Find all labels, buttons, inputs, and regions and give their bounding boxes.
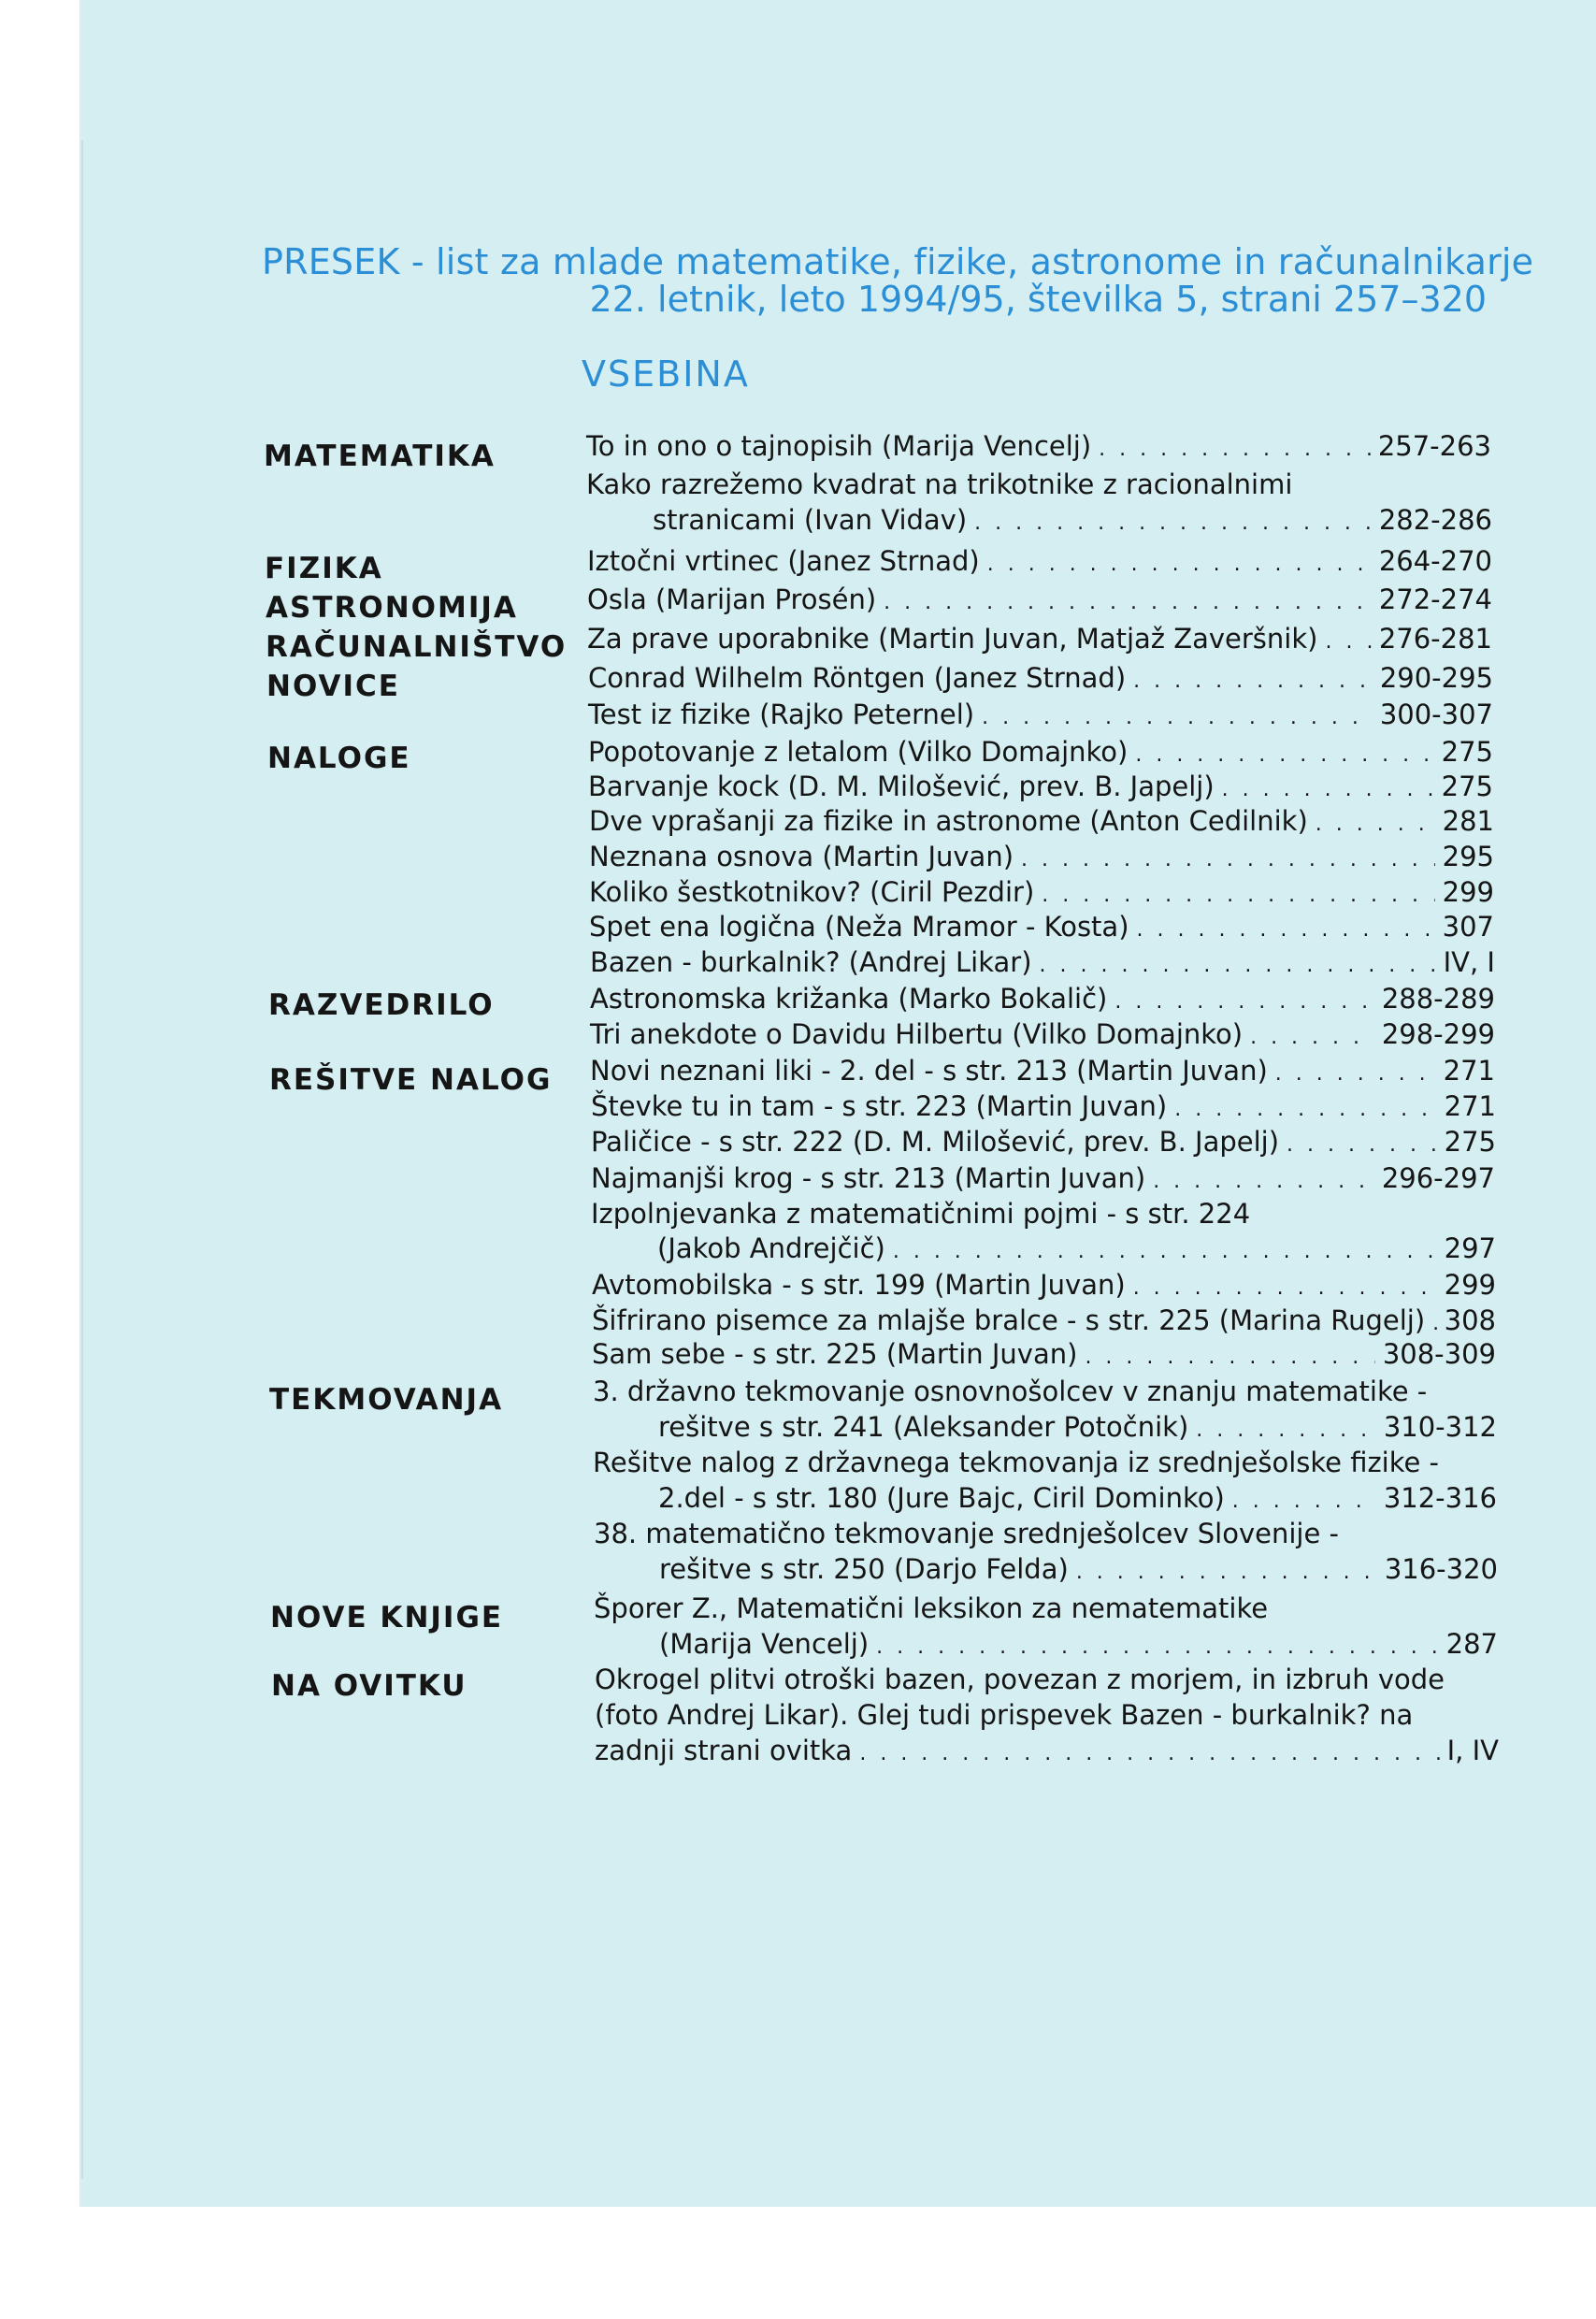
toc-entry [592,1338,1496,1374]
entry-title: 38. matematično tekmovanje srednješolcev Slovenije - [594,1518,1339,1549]
entry-title: zadnji strani ovitka [595,1735,853,1766]
category-heading: NOVE KNJIGE [270,1601,504,1635]
toc-entry [593,1376,1427,1411]
toc-entry [586,430,1491,466]
entry-title: Paličice - s str. 222 (D. M. Milošević, prev. B. Japelj) [591,1126,1280,1158]
leader-dots [1222,778,1434,801]
leader-dots [1135,743,1433,767]
toc-entry [587,545,1492,581]
category-heading: NA OVITKU [271,1669,467,1703]
page-numbers: 310-312 [1383,1411,1497,1443]
toc-entry [589,805,1494,841]
toc-entry [590,1018,1495,1054]
toc-entry [593,1447,1439,1482]
entry-title: Za prave uporabnike (Martin Juvan, Matjaž Zaveršnik) [587,623,1318,655]
entry-title: Avtomobilska - s str. 199 (Martin Juvan) [592,1269,1126,1301]
leader-dots [987,553,1372,576]
category-heading: TEKMOVANJA [269,1383,504,1417]
leader-dots [859,1742,1439,1765]
page-numbers: 282-286 [1378,504,1492,536]
page-numbers: 300-307 [1379,699,1493,730]
entry-title: Okrogel plitvi otroški bazen, povezan z morjem, in izbruh vode [595,1664,1445,1695]
entry-title: Števke tu in tam - s str. 223 (Martin Juvan) [591,1090,1168,1122]
leader-dots [1021,848,1435,871]
category-heading: RAZVEDRILO [268,988,495,1022]
entry-title: Osla (Marijan Prosén) [587,583,877,615]
page-numbers: 296-297 [1381,1162,1495,1194]
entry-title: Novi neznani liki - 2. del - s str. 213 (Martin Juvan) [590,1055,1268,1087]
page-numbers: 299 [1444,1269,1496,1301]
page-numbers: 276-281 [1378,623,1492,655]
category-heading: MATEMATIKA [264,439,496,473]
leader-dots [1137,918,1435,942]
leader-dots [1114,990,1373,1014]
entry-title: Spet ena logična (Neža Mramor - Kosta) [589,911,1129,943]
page-numbers: 287 [1445,1628,1498,1660]
entry-title: Koliko šestkotnikov? (Ciril Pezdir) [589,876,1035,908]
toc-entry [586,468,1292,504]
leader-dots [1232,1490,1376,1513]
leader-dots [1250,1026,1374,1049]
toc-entry [591,1198,1250,1233]
leader-dots [1287,1133,1437,1157]
entry-title: (Marija Vencelj) [659,1628,870,1660]
category-heading: NOVICE [266,670,400,703]
toc-entry [589,841,1494,876]
page-numbers: 275 [1441,771,1493,802]
entry-title: (Jakob Andrejčič) [657,1232,885,1264]
leader-dots [884,591,1372,614]
leader-dots [876,1635,1438,1659]
page-numbers: 308-309 [1382,1338,1496,1370]
toc-entry [658,1411,1497,1447]
journal-title: PRESEK - list za mlade matematike, fizike, astronome in računalnikarje [262,241,1534,282]
toc-entry [594,1518,1339,1553]
toc-entry [588,736,1493,771]
entry-title: Šporer Z., Matematični leksikon za nematematike [594,1592,1269,1624]
page-numbers: 316-320 [1384,1553,1498,1585]
entry-title: Šifrirano pisemce za mlajše bralce - s str. 225 (Marina Rugelj) [592,1304,1426,1336]
page-numbers: 298-299 [1381,1018,1495,1050]
leader-dots [1099,438,1371,461]
entry-title: Rešitve nalog z državnega tekmovanja iz srednješolske fizike - [593,1447,1440,1478]
page-numbers: 299 [1442,876,1494,908]
toc-entry [591,1162,1495,1198]
toc-entry [587,623,1492,658]
entry-title: Test iz fizike (Rajko Peternel) [588,699,975,730]
page-numbers: 307 [1442,911,1494,943]
page-numbers: IV, I [1443,946,1495,978]
toc-entry [657,1232,1496,1268]
toc-entry [595,1735,1499,1770]
page-numbers: 312-316 [1383,1482,1497,1514]
entry-title: Sam sebe - s str. 225 (Martin Juvan) [592,1338,1078,1370]
leader-dots [893,1240,1437,1263]
contents-heading: VSEBINA [582,353,750,395]
entry-title: Neznana osnova (Martin Juvan) [589,841,1014,872]
page-numbers: 271 [1443,1055,1495,1087]
leader-dots [1432,1312,1436,1335]
toc-entry [591,1090,1496,1126]
leader-dots [1174,1098,1436,1121]
toc-entry [590,1055,1495,1090]
leader-dots [1325,630,1371,654]
toc-entry [595,1699,1413,1735]
page-numbers: 295 [1442,841,1494,872]
category-heading: REŠITVE NALOG [269,1063,553,1097]
entry-title: Kako razrežemo kvadrat na trikotnike z racionalnimi [586,468,1293,500]
toc-entry [591,1126,1496,1161]
toc-entry [592,1269,1496,1304]
toc-entry [659,1628,1498,1664]
leader-dots [1316,813,1435,836]
leader-dots [1133,1276,1437,1300]
toc-entry [589,876,1494,912]
toc-entry [594,1592,1268,1628]
page-numbers: 264-270 [1378,545,1492,577]
entry-title: rešitve s str. 250 (Darjo Felda) [659,1553,1069,1585]
entry-title: Dve vprašanji za fizike in astronome (Anton Cedilnik) [589,805,1308,837]
entry-title: Najmanjši krog - s str. 213 (Martin Juvan) [591,1162,1146,1194]
entry-title: (foto Andrej Likar). Glej tudi prispevek Bazen - burkalnik? na [595,1699,1414,1731]
toc-entry [590,946,1495,982]
toc-entry [588,662,1493,698]
category-heading: RAČUNALNIŠTVO [266,630,568,664]
entry-title: stranicami (Ivan Vidav) [653,504,968,536]
entry-title: Tri anekdote o Davidu Hilbertu (Vilko Domajnko) [590,1018,1244,1050]
entry-title: Bazen - burkalnik? (Andrej Likar) [590,946,1032,978]
entry-title: To in ono o tajnopisih (Marija Vencelj) [586,430,1092,462]
entry-title: Barvanje kock (D. M. Milošević, prev. B. Japelj) [588,771,1215,802]
entry-title: Iztočni vrtinec (Janez Strnad) [587,545,980,577]
entry-title: 2.del - s str. 180 (Jure Bajc, Ciril Dominko) [658,1482,1225,1514]
page-numbers: 275 [1444,1126,1496,1158]
page-numbers: 275 [1441,736,1493,768]
page-numbers: 290-295 [1379,662,1493,694]
entry-title: Izpolnjevanka z matematičnimi pojmi - s str. 224 [591,1198,1251,1230]
page-numbers: 257-263 [1377,430,1491,462]
toc-entry [587,583,1492,619]
leader-dots [1085,1346,1374,1369]
entry-title: Astronomska križanka (Marko Bokalič) [590,983,1108,1015]
scan-edge-line [81,140,83,2179]
leader-dots [1153,1170,1374,1193]
leader-dots [1040,954,1436,977]
page-numbers: 297 [1444,1232,1496,1264]
issue-info: 22. letnik, leto 1994/95, številka 5, strani 257–320 [589,279,1487,320]
category-heading: NALOGE [267,742,411,775]
leader-dots [1275,1062,1436,1086]
page-numbers: 271 [1444,1090,1496,1122]
leader-dots [974,511,1372,535]
leader-dots [1076,1561,1377,1584]
leader-dots [1196,1419,1376,1442]
toc-entry [588,699,1493,734]
toc-entry [658,1482,1497,1518]
toc-entry [592,1304,1496,1340]
page-numbers: 281 [1442,805,1494,837]
toc-entry [659,1553,1498,1589]
entry-title: rešitve s str. 241 (Aleksander Potočnik) [658,1411,1189,1443]
leader-dots [1133,670,1373,693]
toc-entry [589,911,1494,946]
toc-entry [653,504,1492,540]
toc-entry [595,1664,1445,1699]
toc-entry [590,983,1495,1018]
entry-title: Conrad Wilhelm Röntgen (Janez Strnad) [588,662,1127,694]
page-numbers: 288-289 [1381,983,1495,1015]
leader-dots [1042,884,1434,907]
page-numbers: I, IV [1446,1735,1499,1766]
leader-dots [982,706,1373,729]
page-numbers: 272-274 [1378,583,1492,615]
page-numbers: 308 [1444,1304,1496,1336]
entry-title: Popotovanje z letalom (Vilko Domajnko) [588,736,1129,768]
category-heading: FIZIKA [265,552,383,585]
toc-entry [588,771,1493,806]
entry-title: 3. državno tekmovanje osnovnošolcev v znanju matematike - [593,1376,1428,1407]
category-heading: ASTRONOMIJA [266,591,518,625]
